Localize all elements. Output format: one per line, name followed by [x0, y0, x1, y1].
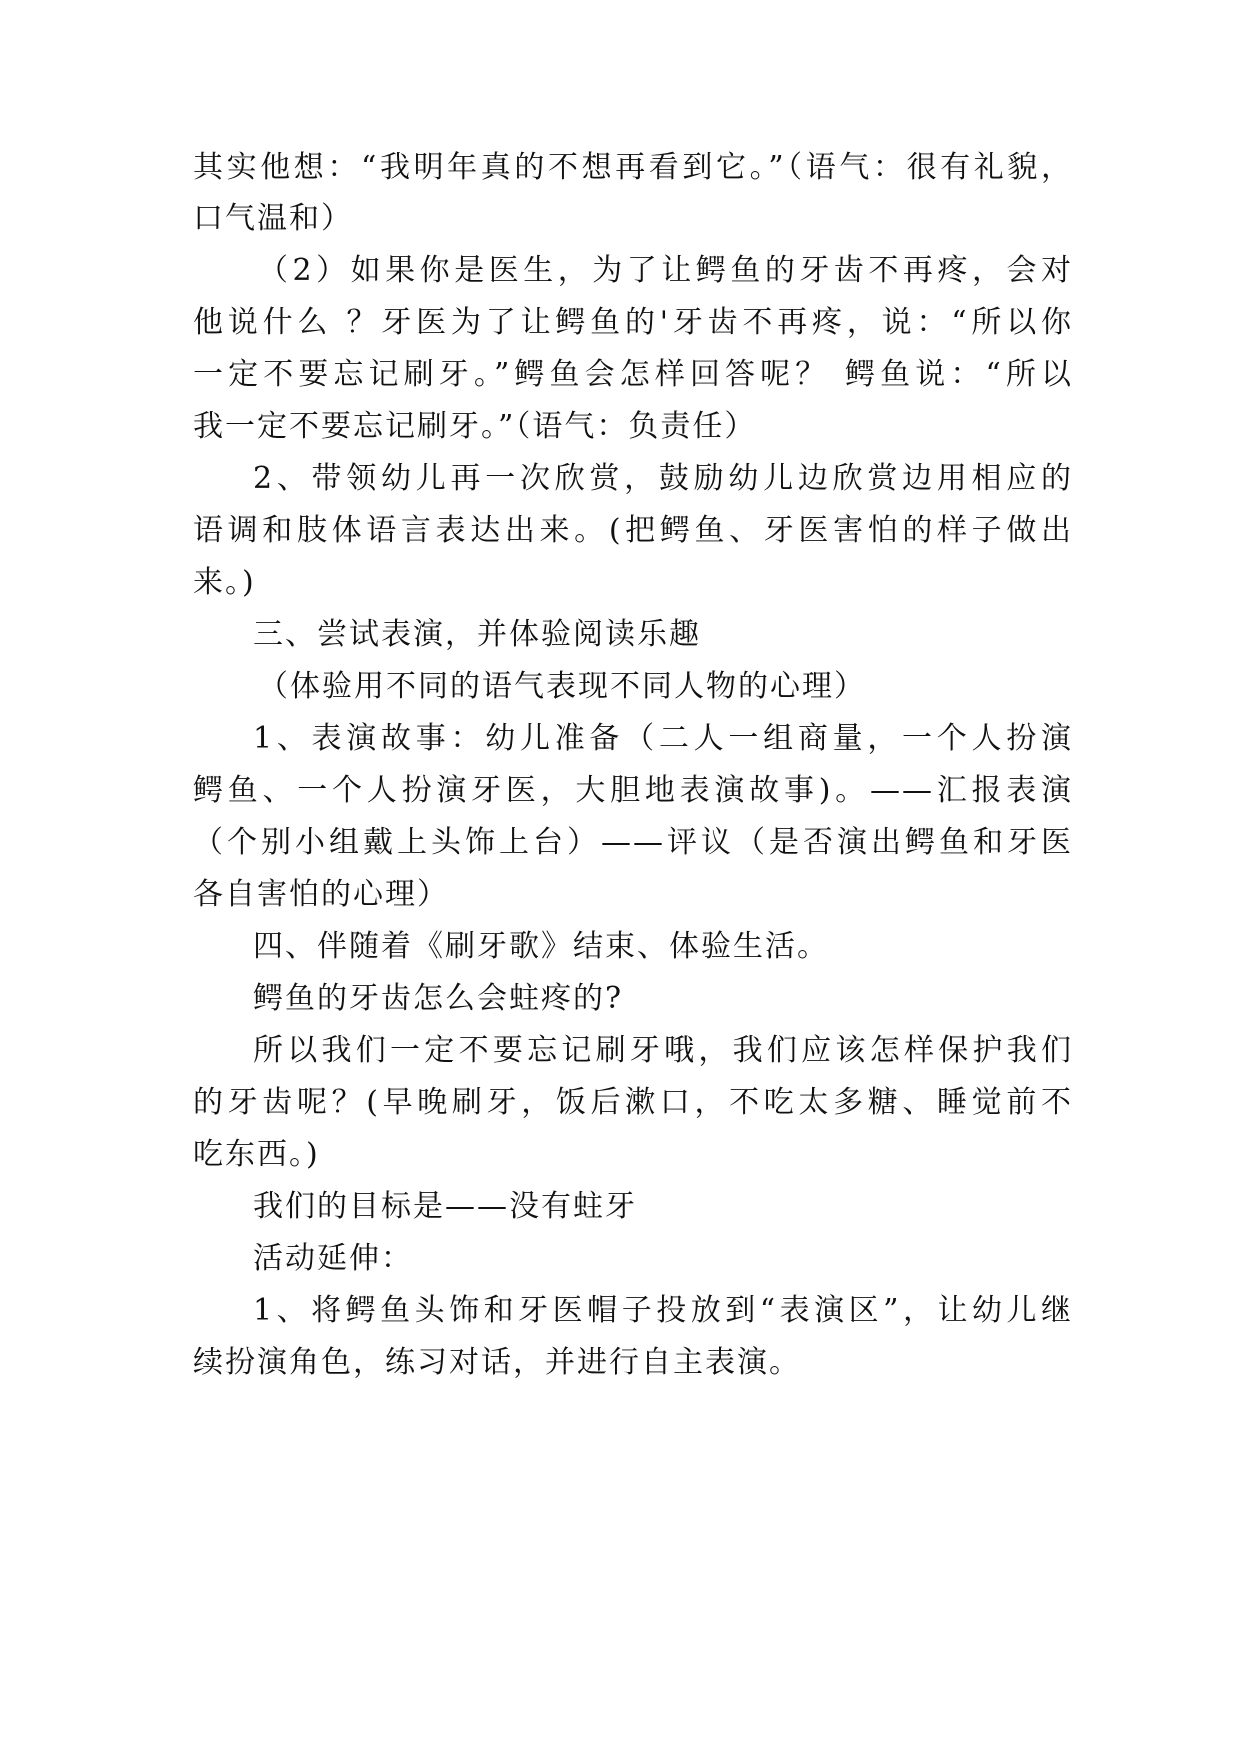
text-line: 续扮演角色，练习对话，并进行自主表演。 — [193, 1345, 801, 1380]
text-line: 我们的目标是——没有蛀牙 — [253, 1189, 637, 1224]
text-line: 2、带领幼儿再一次欣赏，鼓励幼儿边欣赏边用相应的 — [253, 461, 1073, 496]
text-line: （体验用不同的语气表现不同人物的心理） — [258, 669, 866, 704]
text-line: （个别小组戴上头饰上台）——评议（是否演出鳄鱼和牙医 — [193, 825, 1073, 860]
text-line: （2）如果你是医生，为了让鳄鱼的牙齿不再疼，会对 — [258, 253, 1073, 288]
text-line: 1、表演故事：幼儿准备（二人一组商量，一个人扮演 — [253, 721, 1073, 756]
section-heading: 四、伴随着《刷牙歌》结束、体验生活。 — [253, 929, 829, 964]
text-line: 其实他想：“我明年真的不想再看到它。”（语气：很有礼貌， — [193, 150, 1073, 185]
text-line: 鳄鱼、一个人扮演牙医，大胆地表演故事)。——汇报表演 — [193, 773, 1073, 808]
text-line: 各自害怕的心理） — [193, 877, 449, 912]
section-heading: 三、尝试表演，并体验阅读乐趣 — [253, 617, 701, 652]
text-line: 所以我们一定不要忘记刷牙哦，我们应该怎样保护我们 — [253, 1033, 1073, 1068]
text-line: 口气温和） — [193, 201, 353, 236]
section-heading: 活动延伸： — [253, 1241, 413, 1276]
text-line: 1、将鳄鱼头饰和牙医帽子投放到“表演区”，让幼儿继 — [253, 1293, 1073, 1328]
text-line: 的牙齿呢？(早晚刷牙，饭后漱口，不吃太多糖、睡觉前不 — [193, 1085, 1073, 1120]
text-line: 鳄鱼的牙齿怎么会蛀疼的? — [253, 981, 624, 1016]
text-line: 语调和肢体语言表达出来。(把鳄鱼、牙医害怕的样子做出 — [193, 513, 1073, 548]
text-line: 吃东西。) — [193, 1137, 320, 1172]
text-line: 来。) — [193, 565, 256, 600]
text-line: 一定不要忘记刷牙。”鳄鱼会怎样回答呢？ 鳄鱼说：“所以 — [193, 357, 1073, 392]
text-line: 他说什么 ？牙医为了让鳄鱼的'牙齿不再疼，说：“所以你 — [193, 305, 1073, 340]
text-line: 我一定不要忘记刷牙。”（语气：负责任） — [193, 409, 757, 444]
